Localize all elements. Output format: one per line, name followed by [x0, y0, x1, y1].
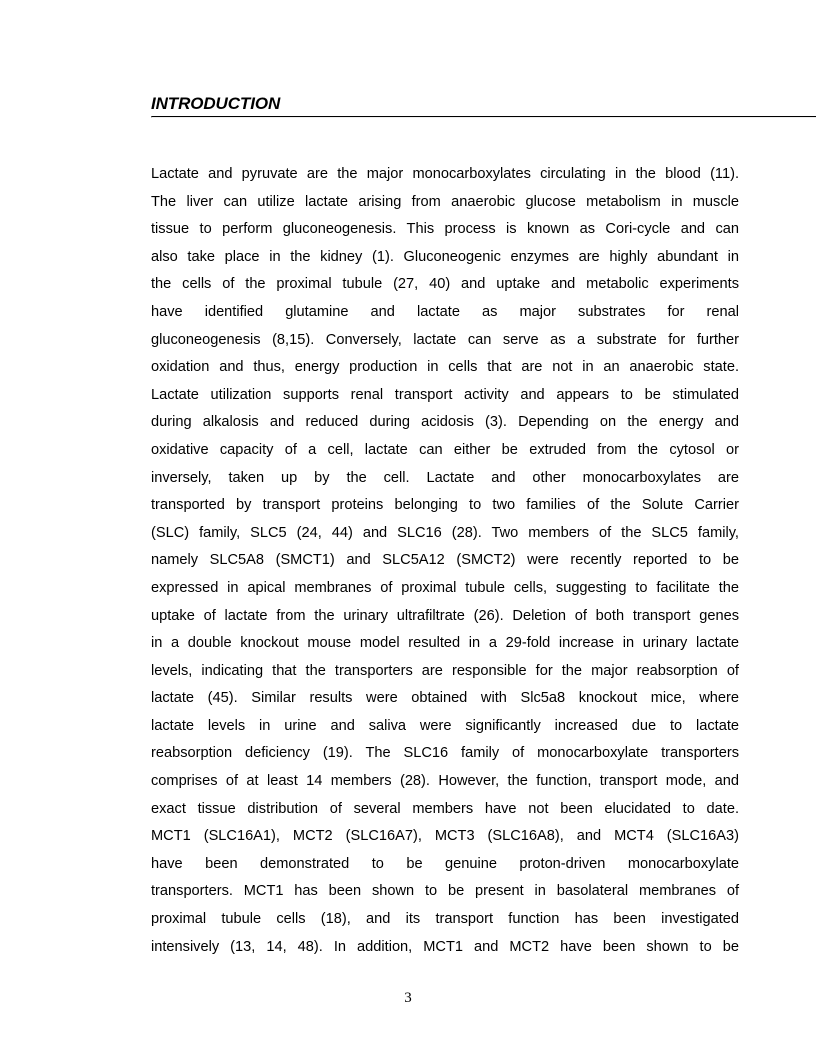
body-line: proximal tubule cells (18), and its transport function has been investigated	[151, 911, 739, 928]
body-line: lactate (45). Similar results were obtained with Slc5a8 knockout mice, where	[151, 690, 739, 707]
body-line: have been demonstrated to be genuine proton-driven monocarboxylate	[151, 855, 739, 872]
body-line: expressed in apical membranes of proximal tubule cells, suggesting to facilitate the	[151, 579, 739, 596]
body-line: reabsorption deficiency (19). The SLC16 family of monocarboxylate transporters	[151, 745, 739, 762]
body-line: uptake of lactate from the urinary ultrafiltrate (26). Deletion of both transport genes	[151, 607, 739, 624]
body-line: levels, indicating that the transporters are responsible for the major reabsorption of	[151, 662, 739, 679]
section-heading: INTRODUCTION	[151, 94, 281, 113]
body-line: comprises of at least 14 members (28). However, the function, transport mode, and	[151, 773, 739, 790]
body-line: (SLC) family, SLC5 (24, 44) and SLC16 (28). Two members of the SLC5 family,	[151, 524, 739, 541]
body-line: transported by transport proteins belonging to two families of the Solute Carrier	[151, 497, 739, 514]
body-line: gluconeogenesis (8,15). Conversely, lactate can serve as a substrate for further	[151, 331, 739, 348]
body-line: lactate levels in urine and saliva were significantly increased due to lactate	[151, 717, 739, 734]
page-number: 3	[404, 990, 412, 1006]
body-line: transporters. MCT1 has been shown to be present in basolateral membranes of	[151, 883, 739, 900]
body-line: during alkalosis and reduced during acidosis (3). Depending on the energy and	[151, 414, 739, 431]
body-line: Lactate utilization supports renal transport activity and appears to be stimulated	[151, 386, 739, 403]
body-line: also take place in the kidney (1). Gluconeogenic enzymes are highly abundant in	[151, 248, 739, 265]
body-line: intensively (13, 14, 48). In addition, MCT1 and MCT2 have been shown to be	[151, 938, 739, 955]
heading-rule	[151, 116, 816, 118]
body-line: Lactate and pyruvate are the major monocarboxylates circulating in the blood (11).	[151, 166, 739, 182]
body-line: oxidation and thus, energy production in cells that are not in an anaerobic state.	[151, 359, 739, 376]
body-line: have identified glutamine and lactate as major substrates for renal	[151, 303, 739, 320]
body-line: The liver can utilize lactate arising from anaerobic glucose metabolism in muscle	[151, 193, 739, 210]
body-line: namely SLC5A8 (SMCT1) and SLC5A12 (SMCT2) were recently reported to be	[151, 552, 739, 569]
body-line: MCT1 (SLC16A1), MCT2 (SLC16A7), MCT3 (SLC16A8), and MCT4 (SLC16A3)	[151, 828, 739, 845]
body-line: inversely, taken up by the cell. Lactate and other monocarboxylates are	[151, 469, 739, 486]
body-line: tissue to perform gluconeogenesis. This process is known as Cori-cycle and can	[151, 221, 739, 238]
body-line: exact tissue distribution of several members have not been elucidated to date.	[151, 800, 739, 817]
body-line: oxidative capacity of a cell, lactate can either be extruded from the cytosol or	[151, 441, 739, 458]
body-paragraph	[151, 161, 739, 961]
body-line: the cells of the proximal tubule (27, 40) and uptake and metabolic experiments	[151, 276, 739, 293]
body-line: in a double knockout mouse model resulted in a 29-fold increase in urinary lactate	[151, 635, 739, 652]
